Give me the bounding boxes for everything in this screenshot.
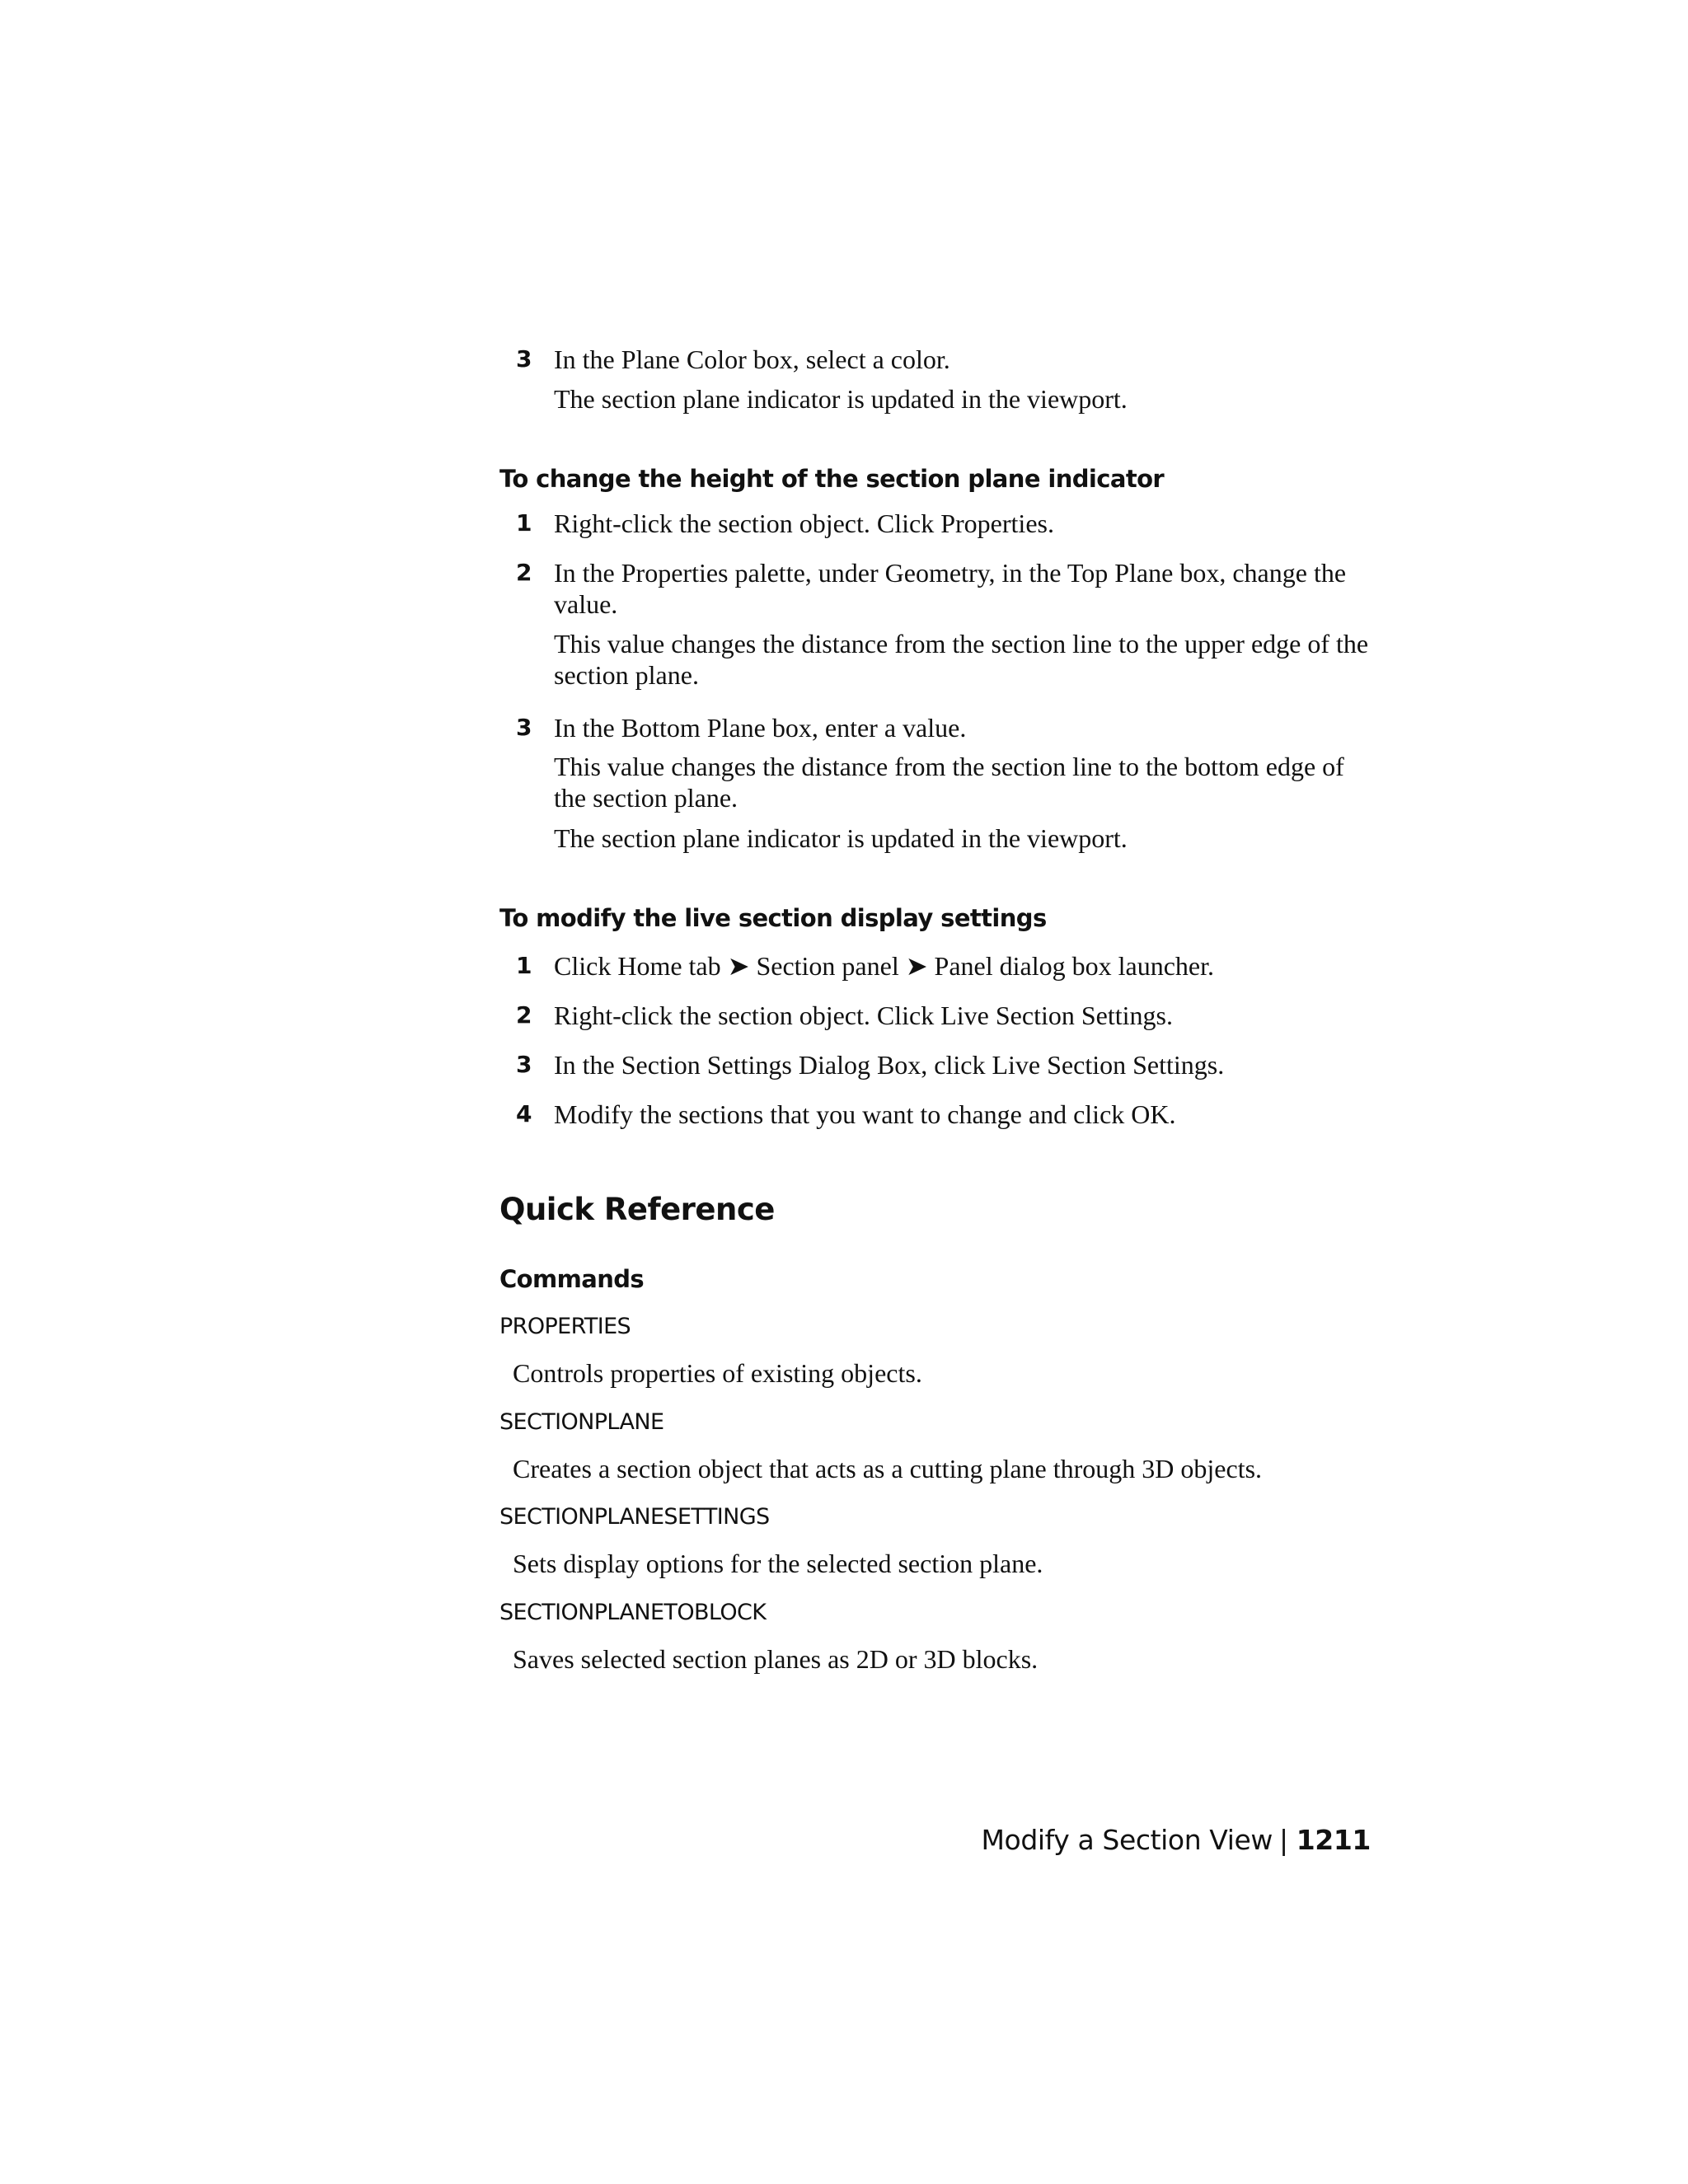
step-note: The section plane indicator is updated in the viewport. [554, 384, 1128, 414]
step-number: 2 [516, 559, 532, 586]
step-text: In the Section Settings Dialog Box, click Live Section Settings. [554, 1050, 1225, 1080]
step-text: Right-click the section object. Click Properties. [554, 509, 1054, 538]
step-number: 1 [516, 952, 532, 979]
page-number: 1211 [1296, 1824, 1371, 1856]
page-footer [981, 1823, 1371, 1858]
command-description: Controls properties of existing objects. [513, 1358, 922, 1388]
footer-separator: | [1279, 1824, 1288, 1856]
step-note: This value changes the distance from the section line to the upper edge of the section plane. [554, 629, 1369, 690]
command-name: SECTIONPLANE [499, 1409, 664, 1435]
procedure-heading-height: To change the height of the section plane indicator [499, 465, 1165, 493]
step-number: 1 [516, 509, 532, 537]
command-description: Sets display options for the selected section plane. [513, 1549, 1043, 1578]
step-text: In the Bottom Plane box, enter a value. [554, 713, 967, 743]
command-description: Creates a section object that acts as a cutting plane through 3D objects. [513, 1454, 1263, 1483]
step-text: Click Home tab ➤ Section panel ➤ Panel dialog box launcher. [554, 951, 1214, 981]
command-name: SECTIONPLANESETTINGS [499, 1504, 770, 1530]
step-text: Right-click the section object. Click Live Section Settings. [554, 1001, 1173, 1030]
footer-section-title: Modify a Section View [981, 1824, 1273, 1856]
command-name: PROPERTIES [499, 1314, 631, 1339]
step-number: 3 [516, 714, 532, 741]
step-note: This value changes the distance from the section line to the bottom edge of the section plane. [554, 752, 1344, 813]
step-number: 3 [516, 1051, 532, 1078]
step-number: 2 [516, 1001, 532, 1029]
command-name: SECTIONPLANETOBLOCK [499, 1600, 767, 1625]
quick-reference-title: Quick Reference [499, 1192, 775, 1227]
step-text: In the Properties palette, under Geometry, in the Top Plane box, change the value. [554, 558, 1347, 619]
step-text: In the Plane Color box, select a color. [554, 344, 950, 374]
step-text: Modify the sections that you want to change and click OK. [554, 1099, 1176, 1129]
commands-heading: Commands [499, 1265, 645, 1293]
step-number: 4 [516, 1100, 532, 1127]
step-note: The section plane indicator is updated in the viewport. [554, 823, 1128, 853]
command-description: Saves selected section planes as 2D or 3D blocks. [513, 1644, 1039, 1674]
step-number: 3 [516, 345, 532, 373]
procedure-heading-live-section: To modify the live section display settings [499, 904, 1047, 932]
